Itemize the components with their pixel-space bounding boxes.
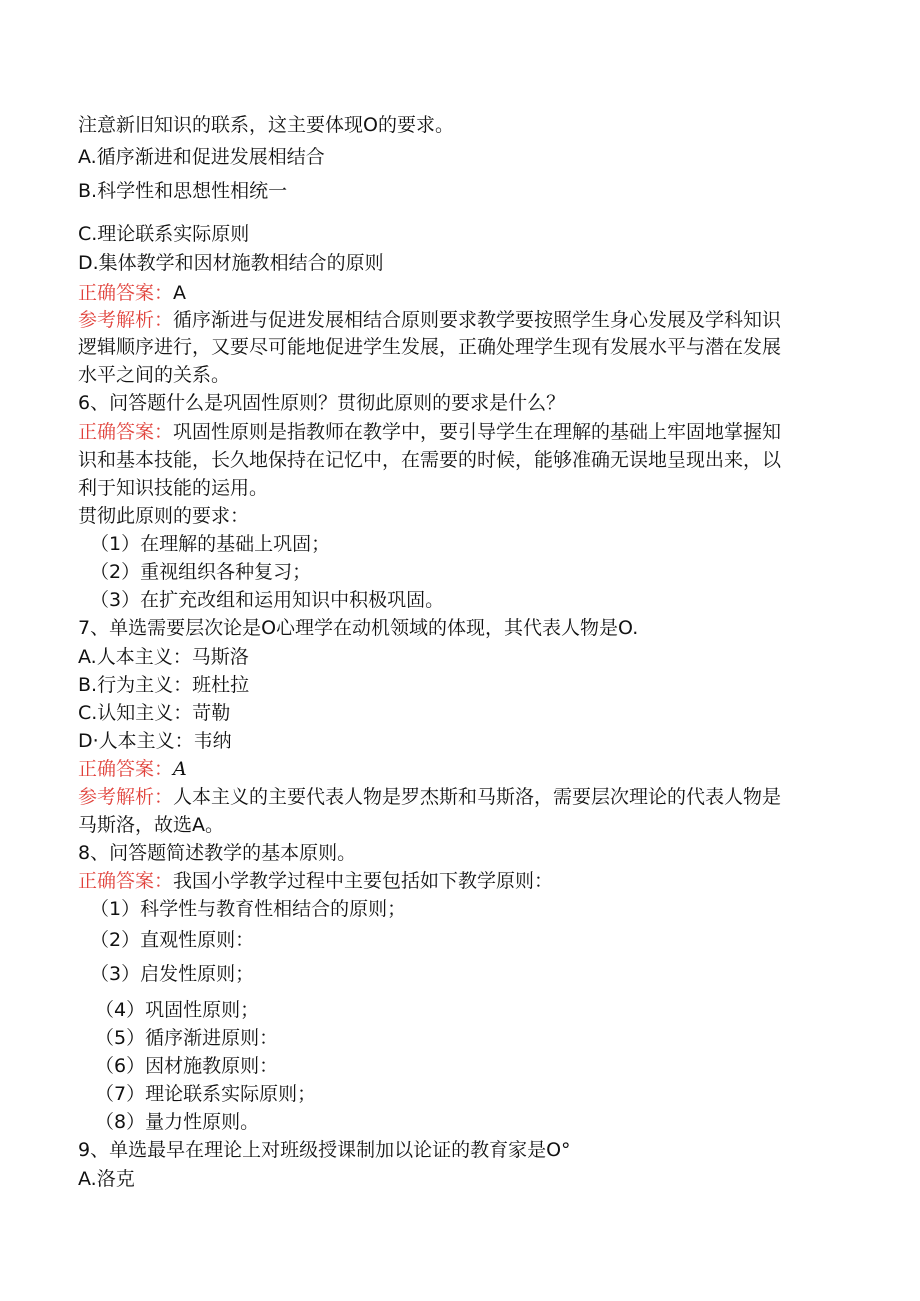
answer-value: A <box>173 282 187 304</box>
answer-line <box>78 418 781 446</box>
list-item: （3）启发性原则； <box>90 963 255 985</box>
option-b: B.科学性和思想性相统一 <box>78 180 288 202</box>
answer-label: 正确答案： <box>78 282 174 304</box>
list-item: （5）循序渐进原则： <box>95 1027 279 1049</box>
analysis-label: 参考解析： <box>78 786 174 808</box>
answer-label: 正确答案： <box>78 870 174 892</box>
list-item: （1）在理解的基础上巩固； <box>90 533 331 555</box>
option-c: C.认知主义：苛勒 <box>78 702 231 724</box>
question-6-title: 6、问答题什么是巩固性原则？贯彻此原则的要求是什么？ <box>78 392 566 414</box>
requirements-heading: 贯彻此原则的要求： <box>78 505 250 527</box>
list-item: （2）重视组织各种复习； <box>90 561 312 583</box>
list-item: （7）理论联系实际原则； <box>95 1083 317 1105</box>
option-a: A.循序渐进和促进发展相结合 <box>78 146 325 168</box>
analysis-line <box>78 783 781 811</box>
analysis-text: 人本主义的主要代表人物是罗杰斯和马斯洛，需要层次理论的代表人物是 <box>173 786 782 808</box>
option-a: A.洛克 <box>78 1168 135 1190</box>
answer-line <box>78 279 186 307</box>
answer-value: A <box>173 758 187 780</box>
question-8-title: 8、问答题简述教学的基本原则。 <box>78 842 357 864</box>
answer-continuation: 识和基本技能，长久地保持在记忆中，在需要的时候，能够准确无误地呈现出来，以 <box>78 449 782 471</box>
list-item: （6）因材施教原则： <box>95 1055 279 1077</box>
answer-text: 巩固性原则是指教师在教学中，要引导学生在理解的基础上牢固地掌握知 <box>173 421 782 443</box>
question-7-title: 7、单选需要层次论是O心理学在动机领域的体现，其代表人物是O. <box>78 617 639 639</box>
option-c: C.理论联系实际原则 <box>78 223 250 245</box>
list-item: （1）科学性与教育性相结合的原则； <box>90 898 407 920</box>
list-item: （4）巩固性原则； <box>95 999 260 1021</box>
analysis-continuation: 马斯洛，故选A。 <box>78 814 224 836</box>
analysis-continuation: 水平之间的关系。 <box>78 364 231 386</box>
analysis-label: 参考解析： <box>78 309 174 331</box>
answer-label: 正确答案： <box>78 758 174 780</box>
list-item: （3）在扩充改组和运用知识中积极巩固。 <box>90 589 445 611</box>
question-stem-line: 注意新旧知识的联系，这主要体现O的要求。 <box>78 114 454 136</box>
analysis-text: 循序渐进与促进发展相结合原则要求教学要按照学生身心发展及学科知识 <box>173 309 782 331</box>
analysis-continuation: 逻辑顺序进行，又要尽可能地促进学生发展，正确处理学生现有发展水平与潜在发展 <box>78 336 782 358</box>
analysis-line <box>78 306 781 334</box>
option-d: D·人本主义：韦纳 <box>78 730 232 752</box>
question-9-title: 9、单选最早在理论上对班级授课制加以论证的教育家是O° <box>78 1139 571 1161</box>
answer-label: 正确答案： <box>78 421 174 443</box>
answer-line <box>78 867 553 895</box>
list-item: （2）直观性原则： <box>90 929 255 951</box>
option-b: B.行为主义：班杜拉 <box>78 674 250 696</box>
answer-text: 我国小学教学过程中主要包括如下教学原则： <box>173 870 554 892</box>
option-a: A.人本主义：马斯洛 <box>78 646 249 668</box>
answer-line <box>78 755 187 783</box>
option-d: D.集体教学和因材施教相结合的原则 <box>78 252 384 274</box>
list-item: （8）量力性原则。 <box>95 1111 260 1133</box>
answer-continuation: 利于知识技能的运用。 <box>78 477 269 499</box>
